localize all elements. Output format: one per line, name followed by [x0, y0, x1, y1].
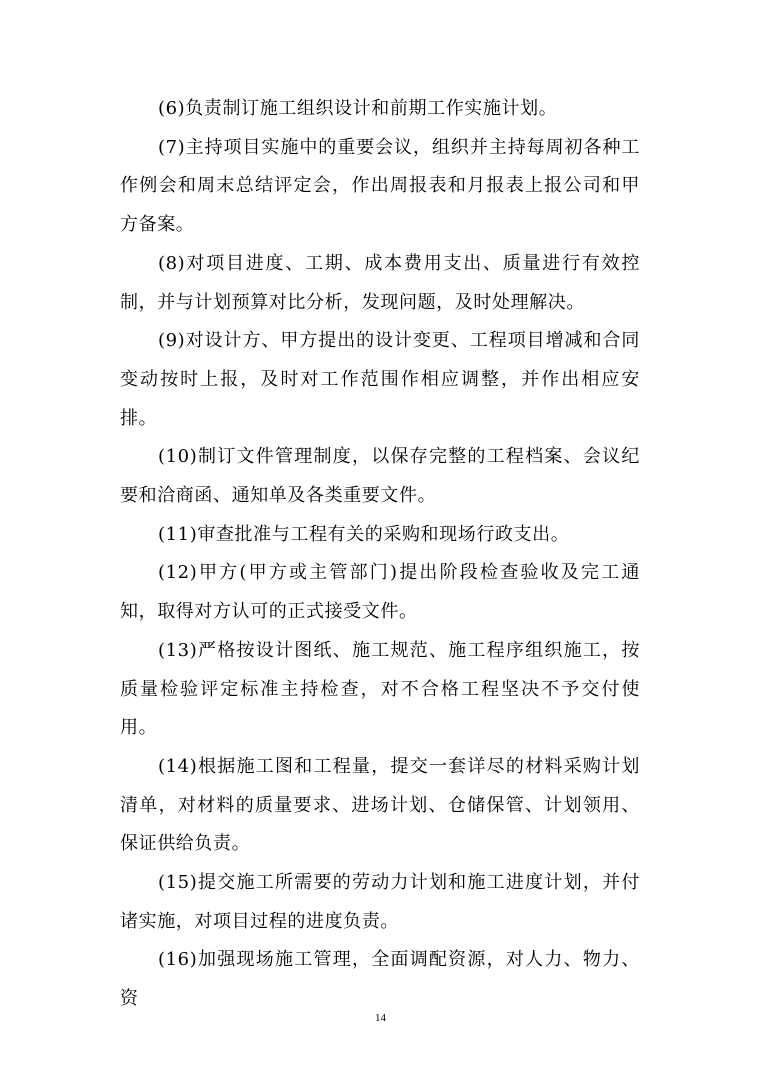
paragraph-item-15: (15)提交施工所需要的劳动力计划和施工进度计划，并付诸实施，对项目过程的进度负责。 [120, 872, 640, 932]
paragraph-item-8: (8)对项目进度、工期、成本费用支出、质量进行有效控制，并与计划预算对比分析，发现问题，及时处理解决。 [120, 252, 640, 313]
page-number: 14 [375, 1012, 386, 1024]
paragraph-item-11: (11)审查批准与工程有关的采购和现场行政支出。 [158, 523, 570, 545]
paragraph-item-16: (16)加强现场施工管理，全面调配资源，对人力、物力、资 [120, 949, 640, 1010]
document-body [120, 90, 640, 1019]
paragraph-item-9: (9)对设计方、甲方提出的设计变更、工程项目增减和合同变动按时上报，及时对工作范围作相应调整，并作出相应安排。 [120, 330, 640, 429]
paragraph-item-6: (6)负责制订施工组织设计和前期工作实施计划。 [158, 98, 558, 119]
paragraph-item-10: (10)制订文件管理制度，以保存完整的工程档案、会议纪要和洽商函、通知单及各类重要文件。 [120, 446, 640, 507]
paragraph-item-7: (7)主持项目实施中的重要会议，组织并主持每周初各种工作例会和周末总结评定会，作出周报表和月报表上报公司和甲方备案。 [120, 136, 640, 236]
paragraph-item-13: (13)严格按设计图纸、施工规范、施工程序组织施工，按质量检验评定标准主持检查，对不合格工程坚决不予交付使用。 [120, 639, 640, 739]
paragraph-item-12: (12)甲方(甲方或主管部门)提出阶段检查验收及完工通知，取得对方认可的正式接受文件。 [120, 562, 640, 623]
paragraph-item-14: (14)根据施工图和工程量，提交一套详尽的材料采购计划清单，对材料的质量要求、进场计划、仓储保管、计划领用、保证供给负责。 [120, 755, 640, 855]
